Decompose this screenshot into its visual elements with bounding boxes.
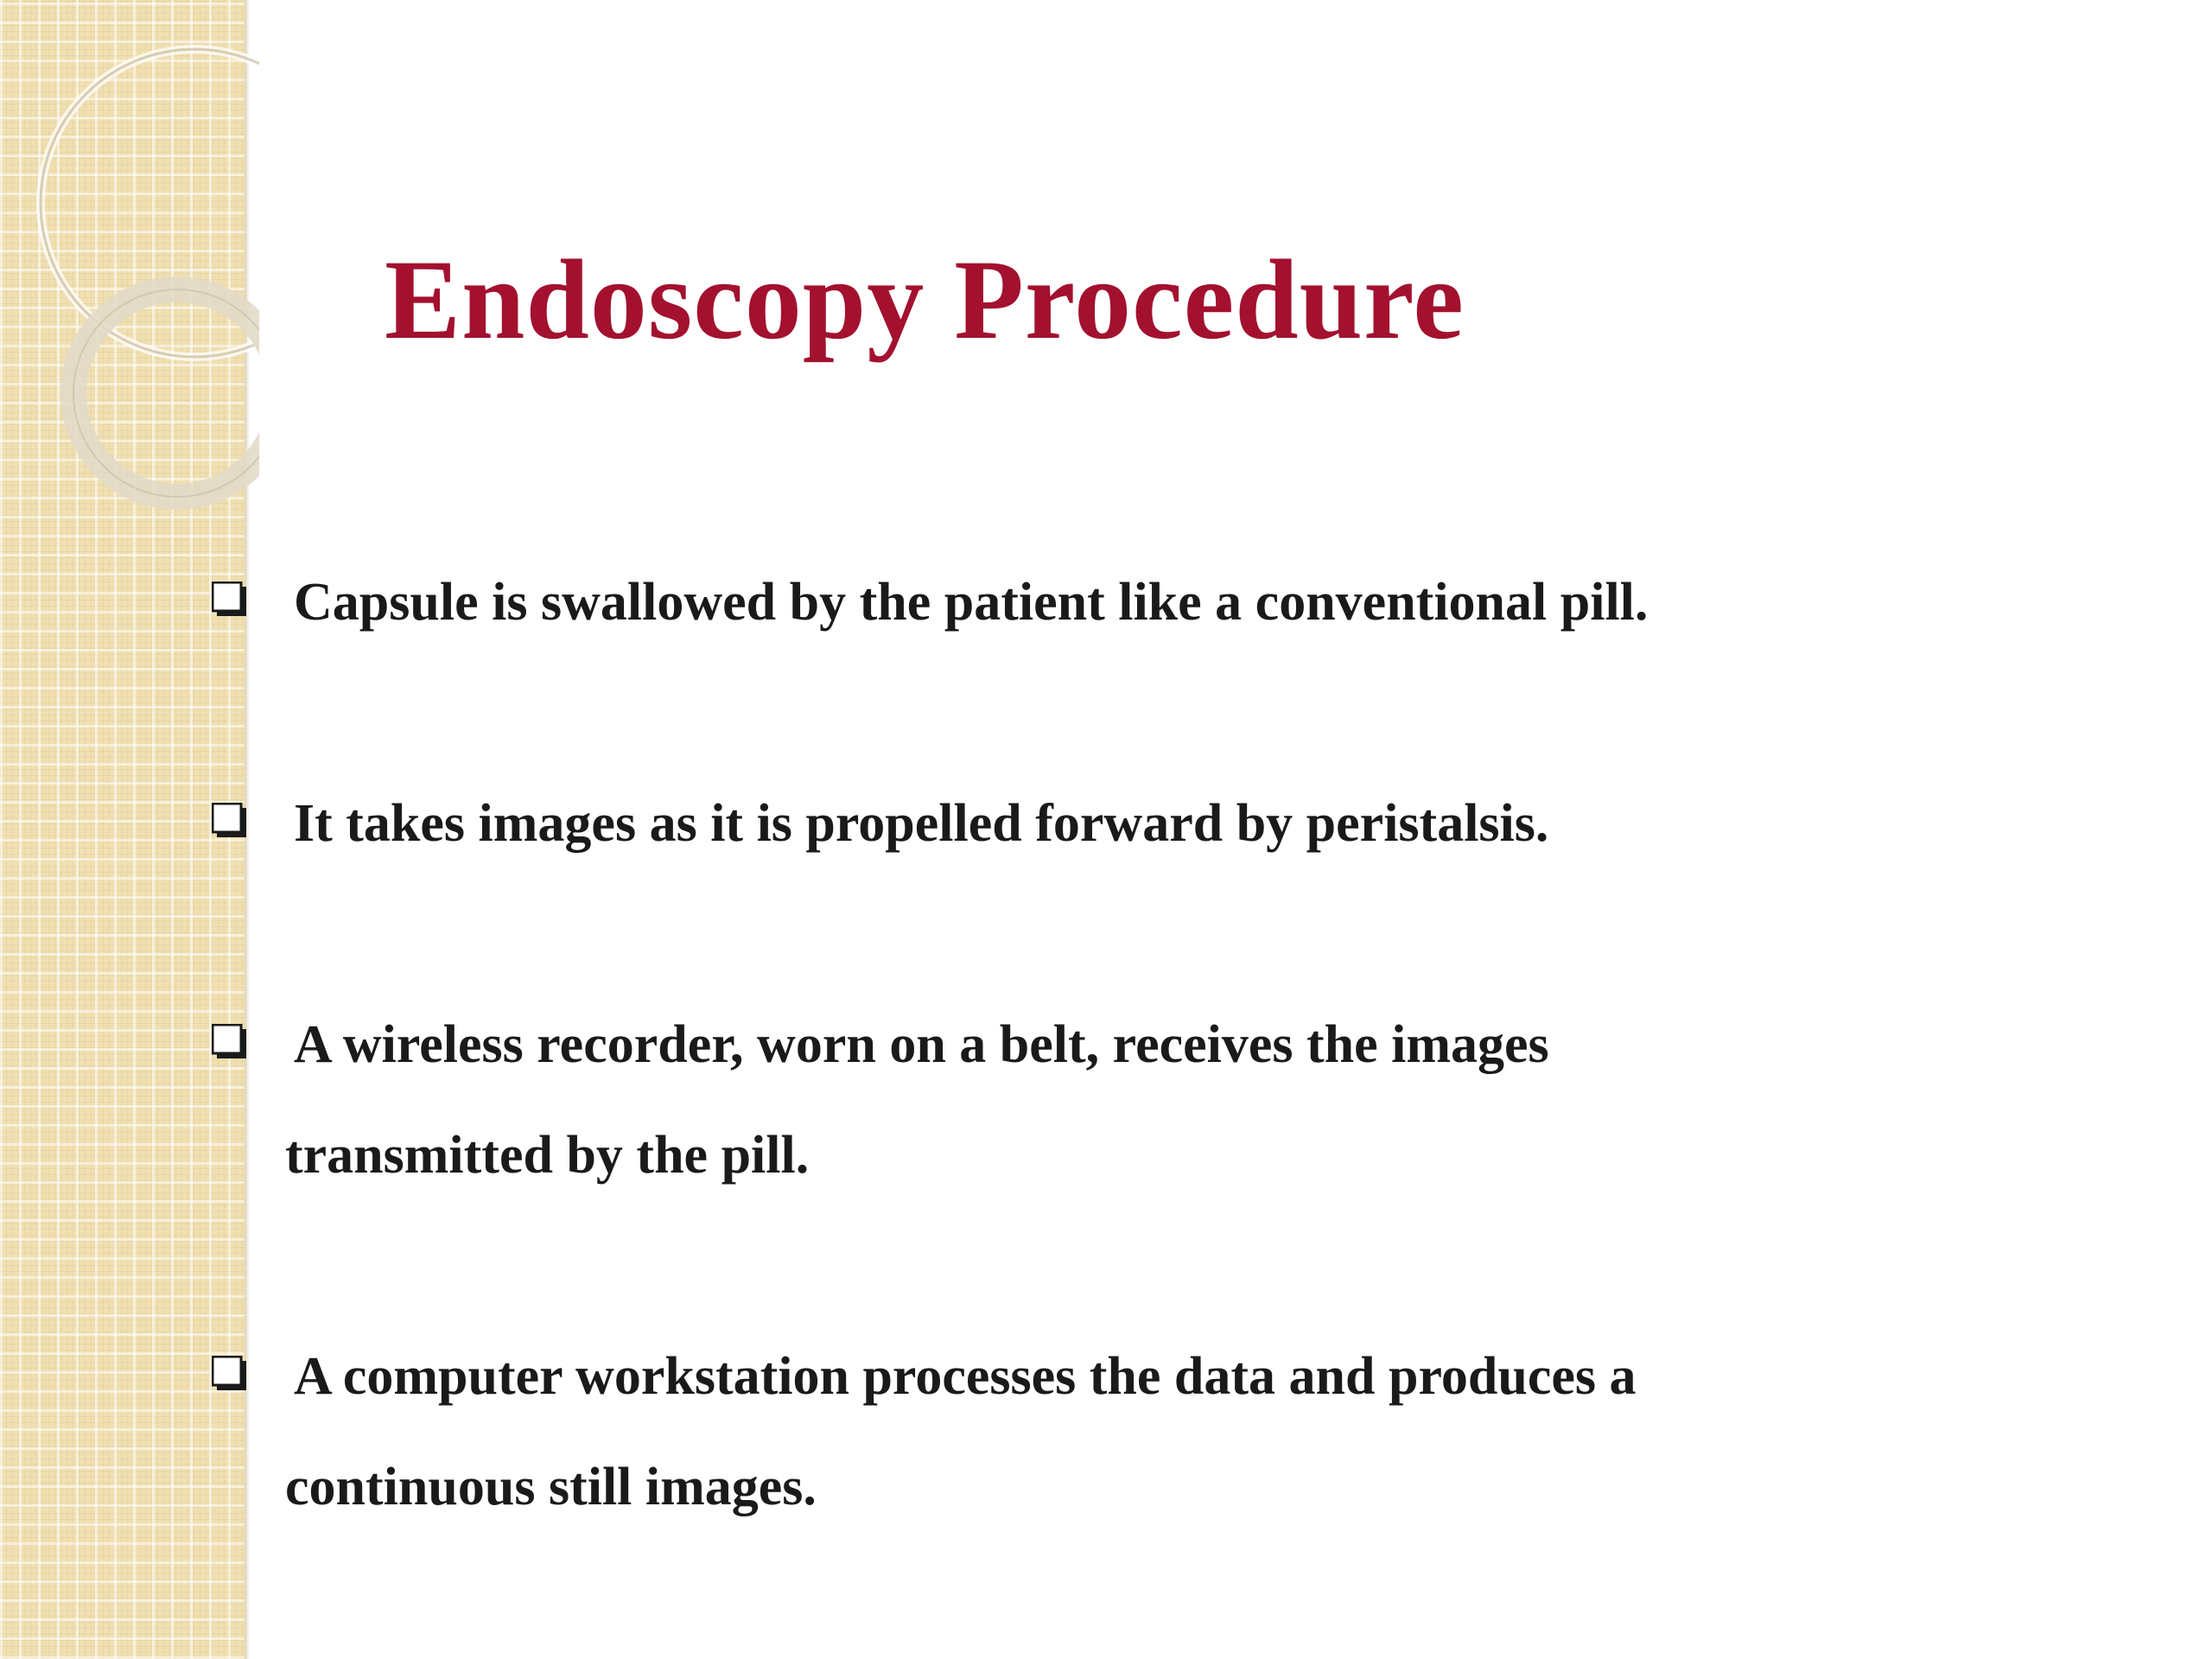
checkbox-square-icon <box>212 1024 246 1058</box>
bullet-text: A wireless recorder, worn on a belt, receives the images <box>294 1015 1549 1074</box>
bullet-text: Capsule is swallowed by the patient like a conventional pill. <box>294 573 1649 632</box>
bullet-item <box>212 768 1940 879</box>
checkbox-square-icon <box>212 1356 246 1390</box>
bullet-text-continuation: transmitted by the pill. <box>285 1126 810 1185</box>
bullet-item <box>212 1321 1940 1542</box>
checkbox-square-icon <box>212 582 246 616</box>
checkbox-square-icon <box>212 803 246 837</box>
bullet-text: A computer workstation processes the data and produces a <box>294 1347 1637 1406</box>
slide-title: Endoscopy Procedure <box>385 236 1465 363</box>
bullet-text-continuation: continuous still images. <box>285 1458 817 1516</box>
bullet-text: It takes images as it is propelled forward by peristalsis. <box>294 794 1549 853</box>
decorative-rings <box>0 0 259 553</box>
bullet-item <box>212 989 1940 1211</box>
bullet-item <box>212 547 1940 658</box>
